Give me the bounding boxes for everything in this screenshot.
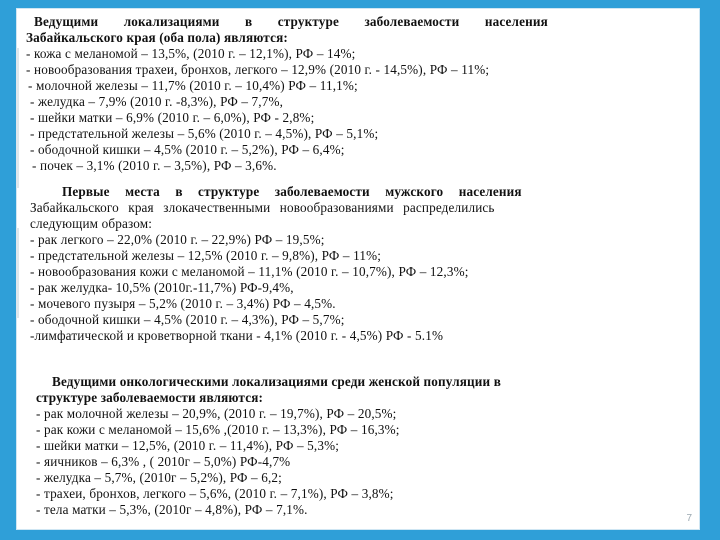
- list-item: - рак молочной железы – 20,9%, (2010 г. – 19,7%), РФ – 20,5%;: [36, 406, 397, 421]
- list-item: - шейки матки – 12,5%, (2010 г. – 11,4%), РФ – 5,3%;: [36, 438, 340, 453]
- list-item: - новообразования трахеи, бронхов, легкого – 12,9% (2010 г. - 14,5%), РФ – 11%;: [26, 62, 490, 77]
- section-intro: следующим образом:: [30, 216, 153, 231]
- page-number: 7: [686, 513, 692, 524]
- list-item: - рак желудка- 10,5% (2010г.-11,7%) РФ-9,4%,: [30, 280, 294, 295]
- list-item: - мочевого пузыря – 5,2% (2010 г. – 3,4%) РФ – 4,5%.: [30, 296, 336, 311]
- list-item: - желудка – 7,9% (2010 г. -8,3%), РФ – 7,7%,: [30, 94, 284, 109]
- list-item: - почек – 3,1% (2010 г. – 3,5%), РФ – 3,6%.: [32, 158, 277, 173]
- list-item: - молочной железы – 11,7% (2010 г. – 10,4%) РФ – 11,1%;: [28, 78, 358, 93]
- section-heading: Первые места в структуре заболеваемости мужского населения: [62, 184, 522, 199]
- section-heading: Забайкальского края (оба пола) являются:: [26, 30, 288, 45]
- list-item: - трахеи, бронхов, легкого – 5,6%, (2010 г. – 7,1%), РФ – 3,8%;: [36, 486, 394, 501]
- list-item: - яичников – 6,3% , ( 2010г – 5,0%) РФ-4,7%: [36, 454, 291, 469]
- list-item: - предстательной железы – 12,5% (2010 г. – 9,8%), РФ – 11%;: [30, 248, 382, 263]
- scan-mark: [16, 48, 19, 188]
- scan-mark: [16, 228, 19, 318]
- list-item: - тела матки – 5,3%, (2010г – 4,8%), РФ – 7,1%.: [36, 502, 308, 517]
- scanned-document: [16, 8, 700, 530]
- list-item: - кожа с меланомой – 13,5%, (2010 г. – 12,1%), РФ – 14%;: [26, 46, 356, 61]
- slide-page: [16, 8, 700, 530]
- list-item: - рак легкого – 22,0% (2010 г. – 22,9%) РФ – 19,5%;: [30, 232, 325, 247]
- section-heading: Ведущими локализациями в структуре заболеваемости населения: [34, 14, 548, 29]
- list-item: - шейки матки – 6,9% (2010 г. – 6,0%), РФ - 2,8%;: [30, 110, 315, 125]
- list-item: - ободочной кишки – 4,5% (2010 г. – 4,3%), РФ – 5,7%;: [30, 312, 345, 327]
- list-item: - рак кожи с меланомой – 15,6% ,(2010 г. – 13,3%), РФ – 16,3%;: [36, 422, 400, 437]
- list-item: - ободочной кишки – 4,5% (2010 г. – 5,2%), РФ – 6,4%;: [30, 142, 345, 157]
- list-item: - желудка – 5,7%, (2010г – 5,2%), РФ – 6,2;: [36, 470, 282, 485]
- list-item: -лимфатической и кроветворной ткани - 4,1% (2010 г. - 4,5%) РФ - 5.1%: [30, 328, 444, 343]
- section-heading: структуре заболеваемости являются:: [36, 390, 264, 405]
- list-item: - предстательной железы – 5,6% (2010 г. – 4,5%), РФ – 5,1%;: [30, 126, 379, 141]
- list-item: - новообразования кожи с меланомой – 11,1% (2010 г. – 10,7%), РФ – 12,3%;: [30, 264, 469, 279]
- section-intro: Забайкальского края злокачественными новообразованиями распределились: [30, 200, 495, 215]
- section-heading: Ведущими онкологическими локализациями среди женской популяции в: [52, 374, 501, 389]
